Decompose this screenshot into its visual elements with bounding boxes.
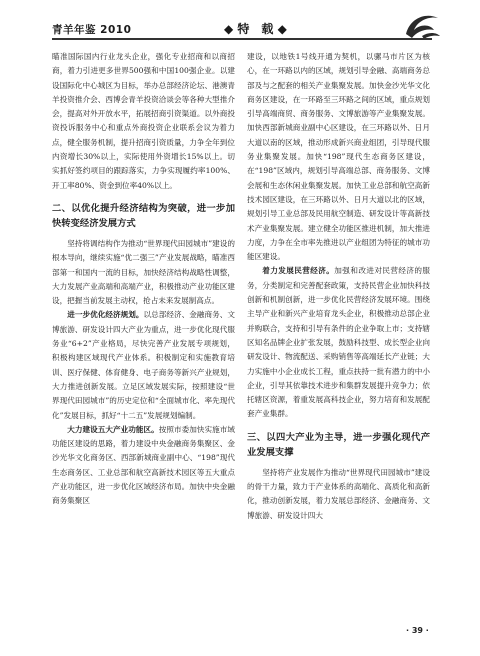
paragraph bbox=[52, 423, 235, 509]
paragraph-lead: 进一步优化经济规划。 bbox=[67, 310, 144, 320]
right-column bbox=[247, 50, 430, 523]
paragraph: 坚持将调结构作为推动“世界现代田园城市”建设的根本导向，继续实施“优二强三”产业发展战略，瞄准西部第一和国内一流的目标，加快经济结构战略性调整，大力发展产业高端和高端产业，积极推动产业功能区建设，把握当前发展主动权，抢占未来发展制高点。 bbox=[52, 238, 235, 306]
paragraph bbox=[247, 264, 430, 421]
paragraph: 建设，以地铁1号线开通为契机，以骡马市片区为核心，在一环路以内的区域，规划引导金融、高端商务总部及与之配套的相关产业集聚发展。加快金沙光华文化商务区建设，在一环路至三环路之间的区域，重点规划引导高端商贸、商务服务、文博旅游等产业集聚发展。加快西部新城商业副中心区建设，在三环路以外、日月大道以南的区域，推动形成新兴商业组团，引导现代服务业集聚发展。加快“198”现代生态商务区建设，在“198”区域内，规划引导高端总部、商务服务、文博会展和生态休闲业集聚发展。加快工业总部和航空高新技术园区建设，在三环路以外、日月大道以北的区域，规划引导工业总部及民用航空制造、研发设计等高新技术产业集聚发展。建立健全功能区推进机制，加大推进力度，力争在全市率先推进以产业组团为特征的城市功能区建设。 bbox=[247, 52, 430, 262]
paragraph: 瞄准国际国内行业龙头企业，强化专业招商和以商招商，着力引进更多世界500强和中国100强企业。以建设国际化中心城区为目标，举办总部经济论坛、港澳青羊投资推介会、西博会青羊投资洽谈会等各种大型推介会，提高对外开放水平，拓展招商引资渠道。以外商投资投诉服务中心和重点外商投资企业联系会议为着力点，健全服务机制，提升招商引资质量，力争全年到位内资增长30%以上，实际使用外资增长15%以上。切实抓好签约项目的跟踪落实，力争实现履约率100%、开工率80%、资金到位率40%以上。 bbox=[52, 52, 235, 190]
section-heading: 二、以优化提升经济结构为突破，进一步加快转变经济发展方式 bbox=[52, 202, 235, 229]
paragraph-body: 加强和改进对民营经济的服务，分类制定和完善配套政策，支持民营企业加快科技创新和机制创新，进一步优化民营经济发展环境。围绕主导产业和新兴产业培育龙头企业，积极推动总部企业并购联合，支持和引导有条件的企业争取上市；支持辖区知名品牌企业扩张发展，鼓励科技型、成长型企业向研发设计、物流配送、采购销售等高端延长产业链；大力实施中小企业成长工程，重点扶持一批有潜力的中小企业，引导其依靠技术进步和集群发展提升竞争力；依托辖区资源，着重发展高科技企业，努力培育和发展配套产业集群。 bbox=[247, 266, 431, 419]
section-title: ◆ 特 载 ◆ bbox=[224, 22, 287, 36]
paragraph-body: 以总部经济、金融商务、文博旅游、研发设计四大产业为重点，进一步优化现代服务业“6+2”产业格局，尽快完善产业发展专项规划，积极构建区域现代产业体系。积极制定和实施教育培训、医疗保健、体育健身、电子商务等新兴产业规划，大力推进创新发展。立足区域发展实际，按照建设“世界现代田园城市”的历史定位和“全面城市化、率先现代化”发展目标，抓好“十二五”发展规划编制。 bbox=[52, 310, 236, 420]
yearbook-title: 青羊年鉴 2010 bbox=[52, 24, 132, 36]
paragraph: 坚持将产业发展作为推动“世界现代田园城市”建设的骨干力量，致力于产业体系的高端化、高质化和高新化，推动创新发展，着力发展总部经济、金融商务、文博旅游、研发设计四大 bbox=[247, 467, 430, 520]
paragraph-body: 按照市委加快实施市域功能区建设的思路，着力建设中央金融商务集聚区、金沙光华文化商务区、西部新城商业副中心、“198”现代生态商务区、工业总部和航空高新技术园区等五大重点产业功能区，进一步优化区域经济布局。加快中央金融商务集聚区 bbox=[52, 424, 236, 506]
section-heading: 三、以四大产业为主导，进一步强化现代产业发展支撑 bbox=[247, 431, 430, 458]
paragraph bbox=[52, 308, 235, 422]
yearbook-logo-icon bbox=[400, 8, 444, 42]
left-column bbox=[52, 50, 235, 509]
paragraph-lead: 大力建设五大产业功能区。 bbox=[67, 424, 159, 434]
page-header bbox=[0, 0, 480, 46]
header-rule bbox=[52, 38, 432, 40]
page-number: · 39 · bbox=[406, 626, 429, 635]
paragraph-lead: 着力发展民营经济。 bbox=[262, 266, 335, 276]
